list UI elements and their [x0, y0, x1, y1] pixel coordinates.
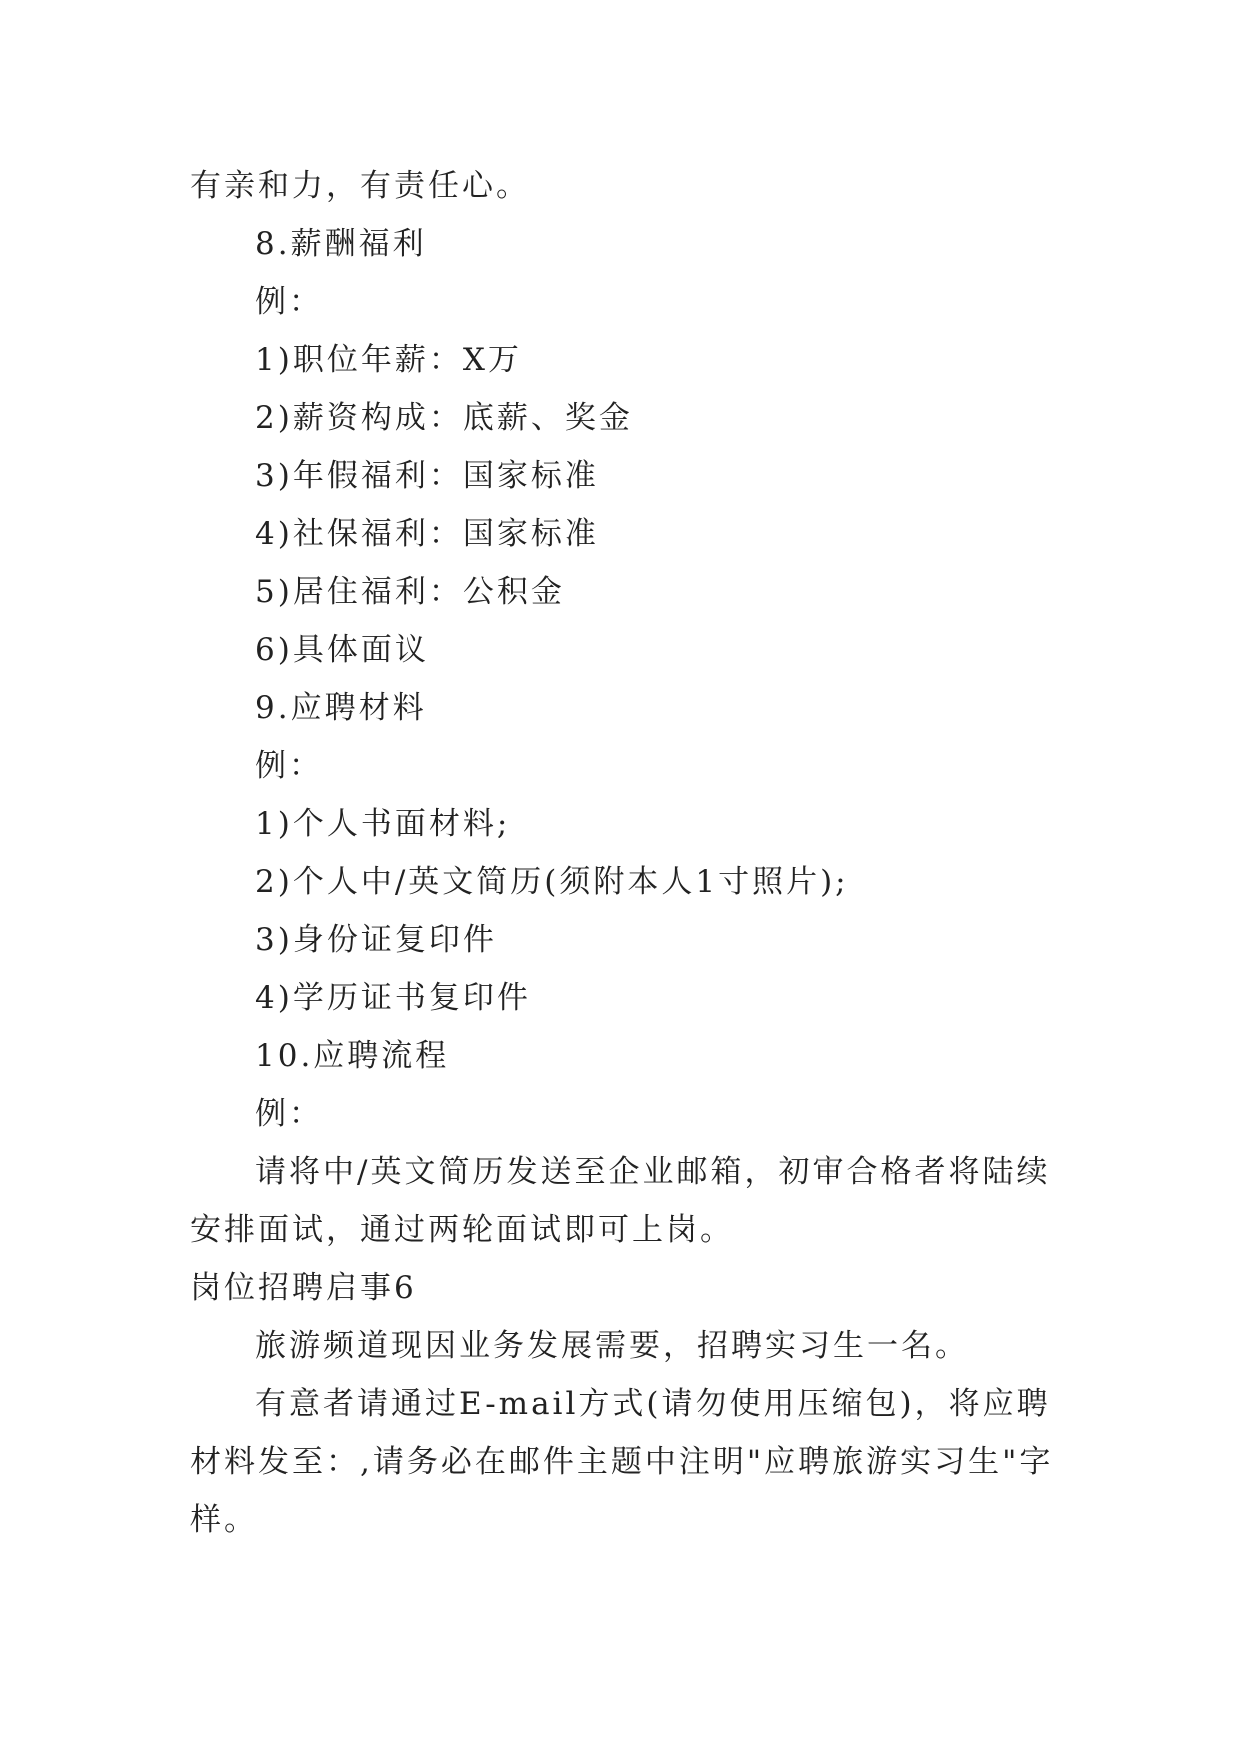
list-item: 4)学历证书复印件: [255, 980, 531, 1016]
paragraph-line: 材料发至：,请务必在邮件主题中注明"应聘旅游实习生"字: [190, 1444, 1054, 1480]
paragraph-line: 安排面试，通过两轮面试即可上岗。: [190, 1212, 734, 1248]
document-title: 岗位招聘启事6: [190, 1270, 417, 1306]
paragraph-line: 请将中/英文简历发送至企业邮箱，初审合格者将陆续: [255, 1154, 1051, 1190]
list-item: 6)具体面议: [255, 632, 429, 668]
list-item: 2)薪资构成：底薪、奖金: [255, 400, 633, 436]
list-item: 3)年假福利：国家标准: [255, 458, 599, 494]
list-item: 1)职位年薪：X万: [255, 342, 522, 378]
list-item: 2)个人中/英文简历(须附本人1寸照片);: [255, 864, 849, 900]
list-item: 5)居住福利：公积金: [255, 574, 565, 610]
text-line: 例：: [255, 1096, 323, 1132]
list-item: 1)个人书面材料;: [255, 806, 511, 842]
paragraph-line: 有意者请通过E-mail方式(请勿使用压缩包)，将应聘: [255, 1386, 1051, 1422]
list-item: 3)身份证复印件: [255, 922, 497, 958]
text-line: 例：: [255, 748, 323, 784]
text-line: 有亲和力，有责任心。: [190, 168, 530, 204]
section-heading: 9.应聘材料: [255, 690, 427, 726]
section-heading: 8.薪酬福利: [255, 226, 427, 262]
section-heading: 10.应聘流程: [255, 1038, 450, 1074]
paragraph-line: 样。: [190, 1502, 258, 1538]
list-item: 4)社保福利：国家标准: [255, 516, 599, 552]
paragraph-line: 旅游频道现因业务发展需要，招聘实习生一名。: [255, 1328, 969, 1364]
text-line: 例：: [255, 284, 323, 320]
